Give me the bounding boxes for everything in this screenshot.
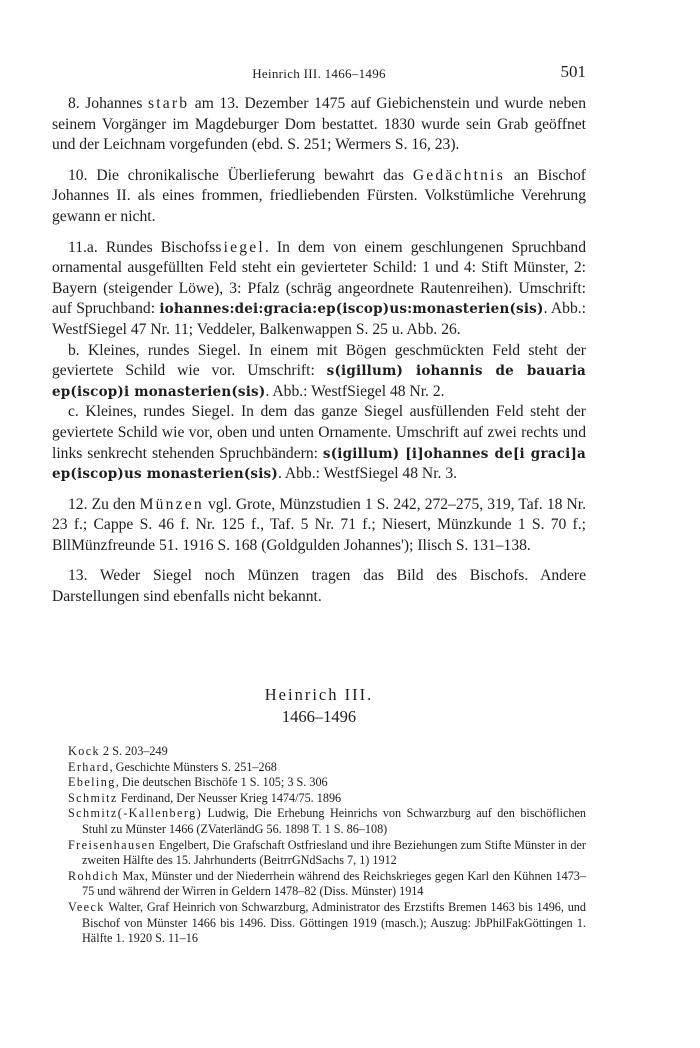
bibliography-author: Erhard [68,759,110,774]
blackletter-inscription: s(igillum) iohannis de bauaria ep(iscop)i monasterien(sis) [52,363,586,400]
bibliography-entry [68,744,586,760]
bibliography-author: Rohdich [68,868,120,883]
text-run: . Abb.: WestfSiegel 48 Nr. 3. [277,465,458,483]
bibliography-author: Ebeling [68,775,116,790]
paragraph-13: 13. Weder Siegel noch Münzen tragen das Bild des Bischofs. Andere Darstellungen sind ebenfalls nicht bekannt. [52,567,586,606]
spaced-keyword: starb [147,95,190,112]
bibliography-author: Schmitz(-Kallenberg) [68,806,203,821]
spaced-keyword: siegel [215,238,265,256]
bibliography-text: 2 S. 203–249 [100,744,168,758]
bibliography-author: Veeck [68,899,105,914]
section-heading [52,684,586,728]
bibliography-entry [68,791,586,807]
blackletter-inscription: s(igillum) [i]ohannes de[i graci]a ep(iscop)us monasterien(sis) [52,445,586,483]
bibliography-text: , Geschichte Münsters S. 251–268 [109,759,277,774]
paragraph-11c [52,402,586,484]
bibliography-author: Freisenhausen [68,837,156,852]
text-run: 12. Zu den [68,495,140,513]
bibliography-entry [68,760,586,776]
text-run: . Abb.: WestfSiegel 47 Nr. 11; Veddeler, Balkenwappen S. 25 u. Abb. 26. [52,300,586,338]
bibliography-entry [68,806,586,837]
bibliography-entry [68,775,586,791]
spaced-keyword: Gedächtnis [412,166,505,184]
text-run: 10. Die chronikalische Überlieferung bewahrt das [68,166,413,184]
text-run: b. Kleines, rundes Siegel. In einem mit Bögen geschmückten Feld steht der geviertete Schild wie vor. Umschrift: [52,341,586,380]
running-title: Heinrich III. 1466–1496 [252,66,386,81]
bibliography-list [68,744,586,947]
paragraph-12 [52,495,586,557]
bibliography-entry [68,900,586,947]
paragraph-10 [52,166,586,228]
bibliography-text: Max, Münster und der Niederrhein während des Reichskrieges gegen Karl den Kühnen 1473–75 und während der Wirren in Geldern 1478–82 (Diss. Münster) 1914 [82,868,586,899]
blackletter-inscription: iohannes:dei:gracia:ep(iscop)us:monasterien(sis) [159,301,544,318]
paragraph-11a [52,238,586,341]
bibliography-text: , Die deutschen Bischöfe 1 S. 105; 3 S. 306 [115,775,328,790]
section-years: 1466–1496 [281,707,357,726]
bibliography-author: Kock [68,744,100,758]
section-title: Heinrich III. [264,685,374,704]
text-run: vgl. Grote, Münzstudien 1 S. 242, 272–275, 319, Taf. 18 Nr. 23 f.; Cappe S. 46 f. Nr. 125 f., Taf. 5 Nr. 71 f.; Niesert, Münzkunde 1 S. 70 f.; BllMünzfreunde 51. 1916 S. 168 (Goldgulden Johannes'); Ilisch S. 131–138. [52,495,587,554]
bibliography-text: Engelbert, Die Grafschaft Ostfriesland und ihre Beziehungen zum Stifte Münster in der zweiten Hälfte des 15. Jahrhunderts (BeitrrGNdSachs 7, 1) 1912 [82,837,586,868]
text-run: 8. Johannes [68,95,148,112]
running-header [52,62,586,82]
spaced-keyword: Münzen [139,495,204,513]
bibliography-entry [68,838,586,869]
text-run: am 13. Dezember 1475 auf Giebichenstein und wurde neben seinem Vorgänger im Magdeburger Dom bestattet. 1830 wurde sein Grab geöffnet und der Leichnam vorgefunden (ebd. S. 251; Wermers S. 16, 23). [52,95,586,154]
paragraph-11b [52,341,586,403]
text-run: c. Kleines, rundes Siegel. In dem das ganze Siegel ausfüllenden Feld steht der geviertete Schild wie vor, oben und unten Ornamente. Umschrift auf zwei rechts und links senkrecht stehenden Spruchbändern: [52,403,586,462]
bibliography-entry [68,869,586,900]
text-run: . In dem von einem geschlungenen Spruchband ornamental ausgefüllten Feld steht ein gevierteter Schild: 1 und 4: Stift Münster, 2: Bayern (steigender Löwe), 3: Pfalz (schräg angeordnete Rautenreihen). Umschrift: auf Spruchband: [52,238,586,318]
body-text [52,94,586,608]
bibliography-text: Ferdinand, Der Neusser Krieg 1474/75. 1896 [117,790,342,805]
bibliography-text: Ludwig, Die Erhebung Heinrichs von Schwarzburg auf den bischöflichen Stuhl zu Münster 1466 (ZVaterländG 56. 1898 T. 1 S. 86–108) [82,806,586,836]
bibliography-author: Schmitz [68,790,118,805]
page-number: 501 [560,62,586,81]
text-run: an Bischof Johannes II. als eines frommen, friedliebenden Fürsten. Volkstümliche Verehrung gewann er nicht. [52,166,586,225]
text-run: . Abb.: WestfSiegel 48 Nr. 2. [265,382,445,400]
bibliography-text: Walter, Graf Heinrich von Schwarzburg, Administrator des Erzstifts Bremen 1463 bis 1496, und Bischof von Münster 1466 bis 1496. Diss. Göttingen 1919 (masch.); Auszug: JbPhilFakGöttingen 1. Hälfte 1. 1920 S. 11–16 [82,899,586,946]
text-run: 11.a. Rundes Bischofs [68,238,216,256]
paragraph-8 [52,94,586,156]
